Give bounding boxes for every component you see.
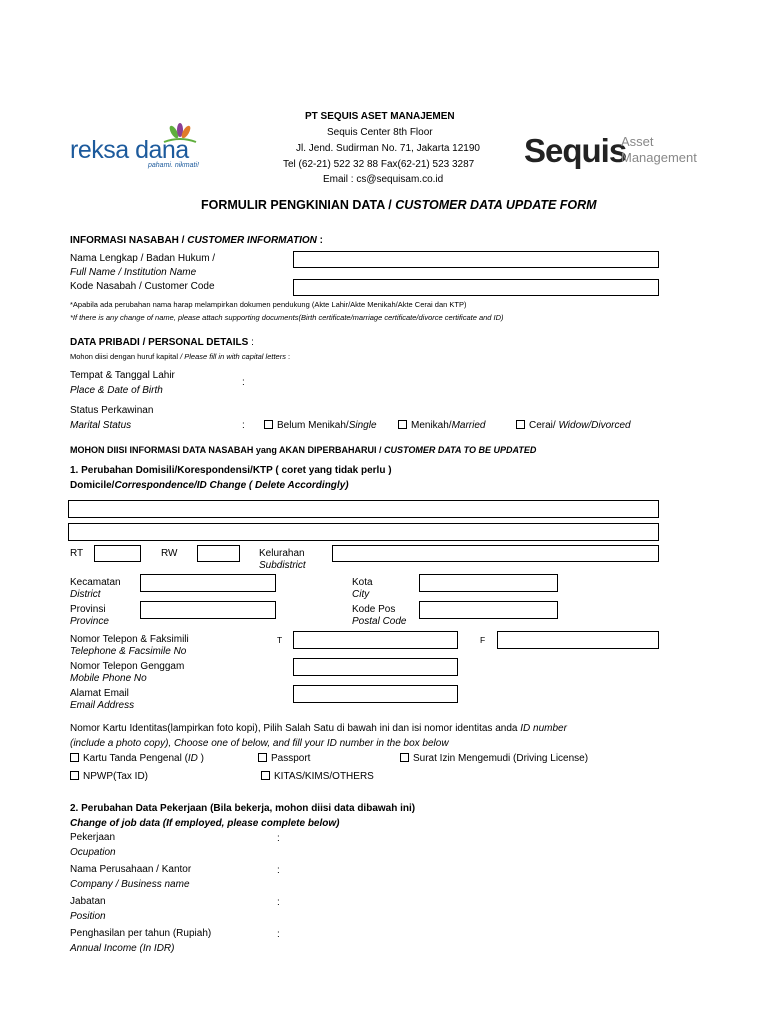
- id-card-instruction-en: (include a photo copy), Choose one of below, and fill your ID number in the box below: [70, 738, 449, 749]
- rw-label: RW: [161, 548, 178, 559]
- company-phone: Tel (62-21) 522 32 88 Fax(62-21) 523 3287: [283, 159, 475, 170]
- provinsi-label: Provinsi: [70, 604, 106, 615]
- provinsi-field[interactable]: [140, 601, 276, 619]
- kitas-label: KITAS/KIMS/OTHERS: [274, 771, 374, 782]
- marital-option-divorced[interactable]: [516, 420, 631, 431]
- reksa-dana-tagline: pahami. nikmati!: [148, 162, 199, 169]
- name-change-note-id: *Apabila ada perubahan nama harap melampirkan dokumen pendukung (Akte Lahir/Akte Menikah/Akte Cerai dan KTP): [70, 300, 467, 309]
- checkbox-icon[interactable]: [516, 420, 525, 429]
- id-card-instruction-id: [70, 723, 567, 734]
- divorced-label-id: Cerai/: [529, 420, 559, 431]
- id-option-ktp[interactable]: [70, 753, 204, 764]
- marital-colon: :: [242, 420, 245, 431]
- kota-field[interactable]: [419, 574, 558, 592]
- company-address-2: Jl. Jend. Sudirman No. 71, Jakarta 12190: [296, 143, 480, 154]
- update-heading-id: MOHON DIISI INFORMASI DATA NASABAH yang AKAN DIPERBAHARUI /: [70, 445, 385, 455]
- fax-field[interactable]: [497, 631, 659, 649]
- rw-field[interactable]: [197, 545, 240, 562]
- id-option-kitas[interactable]: [261, 771, 374, 782]
- id-option-npwp[interactable]: [70, 771, 148, 782]
- phone-t-label: T: [277, 635, 283, 645]
- checkbox-icon[interactable]: [398, 420, 407, 429]
- company-email: Email : cs@sequisam.co.id: [323, 174, 444, 185]
- checkbox-icon[interactable]: [70, 753, 79, 762]
- company-address-1: Sequis Center 8th Floor: [327, 127, 433, 138]
- checkbox-icon[interactable]: [258, 753, 267, 762]
- kode-pos-field[interactable]: [419, 601, 558, 619]
- birth-colon: :: [242, 377, 245, 388]
- email-field[interactable]: [293, 685, 458, 703]
- position-label-id: Jabatan: [70, 896, 106, 907]
- job-change-heading-id: 2. Perubahan Data Pekerjaan (Bila bekerja, mohon diisi data dibawah ini): [70, 803, 416, 814]
- company-label-en: Company / Business name: [70, 879, 190, 890]
- fax-f-label: F: [480, 635, 486, 645]
- city-label: City: [352, 589, 370, 600]
- rt-label: RT: [70, 548, 84, 559]
- email-label-id: Alamat Email: [70, 688, 129, 699]
- single-label-id: Belum Menikah/: [277, 420, 349, 431]
- phone-field[interactable]: [293, 631, 458, 649]
- passport-label: Passport: [271, 753, 311, 764]
- sequis-logo: [524, 132, 704, 174]
- income-label-en: Annual Income (In IDR): [70, 943, 175, 954]
- company-colon: :: [277, 865, 280, 876]
- sequis-asset: Asset: [621, 134, 654, 149]
- mobile-field[interactable]: [293, 658, 458, 676]
- kota-label: Kota: [352, 577, 373, 588]
- occupation-label-en: Ocupation: [70, 847, 116, 858]
- checkbox-icon[interactable]: [70, 771, 79, 780]
- driving-license-label: Surat Izin Mengemudi (Driving License): [413, 753, 589, 764]
- marital-option-married[interactable]: [398, 420, 485, 431]
- address-line-1-field[interactable]: [68, 500, 659, 518]
- id-card-instruction-id-a: Nomor Kartu Identitas(lampirkan foto kopi), Pilih Salah Satu di bawah ini dan isi nomor identitas anda: [70, 723, 521, 734]
- ktp-label-id: Kartu Tanda Pengenal (: [83, 753, 188, 764]
- domicile-change-heading-en-b: Correspondence/ID Change ( Delete Accordingly): [114, 480, 349, 491]
- domicile-change-heading-en: [70, 480, 349, 491]
- personal-heading: [70, 337, 254, 348]
- customer-code-field[interactable]: [293, 279, 659, 296]
- full-name-field[interactable]: [293, 251, 659, 268]
- position-label-en: Position: [70, 911, 106, 922]
- married-label-id: Menikah/: [411, 420, 452, 431]
- phone-label-id: Nomor Telepon & Faksimili: [70, 634, 189, 645]
- sequis-brand: Sequis: [524, 132, 627, 169]
- single-label-en: Single: [348, 420, 377, 431]
- kelurahan-field[interactable]: [332, 545, 659, 562]
- marital-option-single[interactable]: [264, 420, 377, 431]
- form-title-en: CUSTOMER DATA UPDATE FORM: [395, 198, 597, 212]
- id-card-instruction-id-b: ID number: [520, 723, 567, 734]
- customer-info-heading: [70, 235, 323, 246]
- kecamatan-field[interactable]: [140, 574, 276, 592]
- occupation-colon: :: [277, 833, 280, 844]
- full-name-label-id: Nama Lengkap / Badan Hukum /: [70, 253, 216, 264]
- capital-letters-note-colon: :: [285, 352, 291, 361]
- form-title-id: FORMULIR PENGKINIAN DATA /: [201, 198, 396, 212]
- personal-heading-text: DATA PRIBADI / PERSONAL DETAILS: [70, 337, 249, 348]
- capital-letters-note-id: Mohon diisi dengan huruf kapital: [70, 352, 181, 361]
- company-name: PT SEQUIS ASET MANAJEMEN: [305, 111, 455, 122]
- full-name-label-en: Full Name / Institution Name: [70, 267, 197, 278]
- id-option-passport[interactable]: [258, 753, 310, 764]
- domicile-change-heading-id: 1. Perubahan Domisili/Korespondensi/KTP ( coret yang tidak perlu ): [70, 465, 392, 476]
- update-heading-en: CUSTOMER DATA TO BE UPDATED: [384, 445, 537, 455]
- reksa-dana-logo: [68, 122, 210, 172]
- district-label: District: [70, 589, 101, 600]
- subdistrict-label: Subdistrict: [259, 560, 306, 571]
- email-label-en: Email Address: [70, 700, 135, 711]
- ktp-label-close: ): [197, 753, 205, 764]
- mobile-label-id: Nomor Telepon Genggam: [70, 661, 185, 672]
- rt-field[interactable]: [94, 545, 141, 562]
- npwp-label: NPWP(Tax ID): [83, 771, 148, 782]
- province-label: Province: [70, 616, 109, 627]
- kecamatan-label: Kecamatan: [70, 577, 121, 588]
- company-label-id: Nama Perusahaan / Kantor: [70, 864, 192, 875]
- marital-label-id: Status Perkawinan: [70, 405, 154, 416]
- address-line-2-field[interactable]: [68, 523, 659, 541]
- birth-label-en: Place & Date of Birth: [70, 385, 163, 396]
- capital-letters-note: [70, 352, 290, 361]
- kode-pos-label: Kode Pos: [352, 604, 396, 615]
- name-change-note-en: *If there is any change of name, please attach supporting documents(Birth certificate/marriage certificate/divorce certificate and ID): [70, 313, 504, 322]
- income-colon: :: [277, 929, 280, 940]
- checkbox-icon[interactable]: [400, 753, 409, 762]
- customer-info-heading-en: CUSTOMER INFORMATION: [187, 235, 317, 246]
- customer-info-heading-id: INFORMASI NASABAH /: [70, 235, 188, 246]
- position-colon: :: [277, 897, 280, 908]
- married-label-en: Married: [451, 420, 486, 431]
- update-heading: [70, 445, 536, 455]
- job-change-heading-en: Change of job data (If employed, please complete below): [70, 818, 340, 829]
- checkbox-icon[interactable]: [264, 420, 273, 429]
- postal-code-label: Postal Code: [352, 616, 407, 627]
- domicile-change-heading-en-a: Domicile/: [70, 480, 115, 491]
- divorced-label-en: Widow/Divorced: [558, 420, 631, 431]
- capital-letters-note-en: / Please fill in with capital letters: [180, 352, 286, 361]
- customer-code-label: Kode Nasabah / Customer Code: [70, 281, 215, 292]
- reksa-dana-wordmark: reksa dana: [70, 136, 189, 164]
- birth-label-id: Tempat & Tanggal Lahir: [70, 370, 175, 381]
- checkbox-icon[interactable]: [261, 771, 270, 780]
- id-option-driving-license[interactable]: [400, 753, 588, 764]
- marital-label-en: Marital Status: [70, 420, 132, 431]
- form-title: [201, 198, 597, 212]
- customer-info-heading-colon: :: [316, 235, 323, 246]
- ktp-label-en: ID: [187, 753, 198, 764]
- kelurahan-label: Kelurahan: [259, 548, 305, 559]
- personal-heading-colon: :: [248, 337, 254, 348]
- occupation-label-id: Pekerjaan: [70, 832, 116, 843]
- income-label-id: Penghasilan per tahun (Rupiah): [70, 928, 212, 939]
- mobile-label-en: Mobile Phone No: [70, 673, 147, 684]
- sequis-management: Management: [621, 150, 697, 165]
- phone-label-en: Telephone & Facsimile No: [70, 646, 187, 657]
